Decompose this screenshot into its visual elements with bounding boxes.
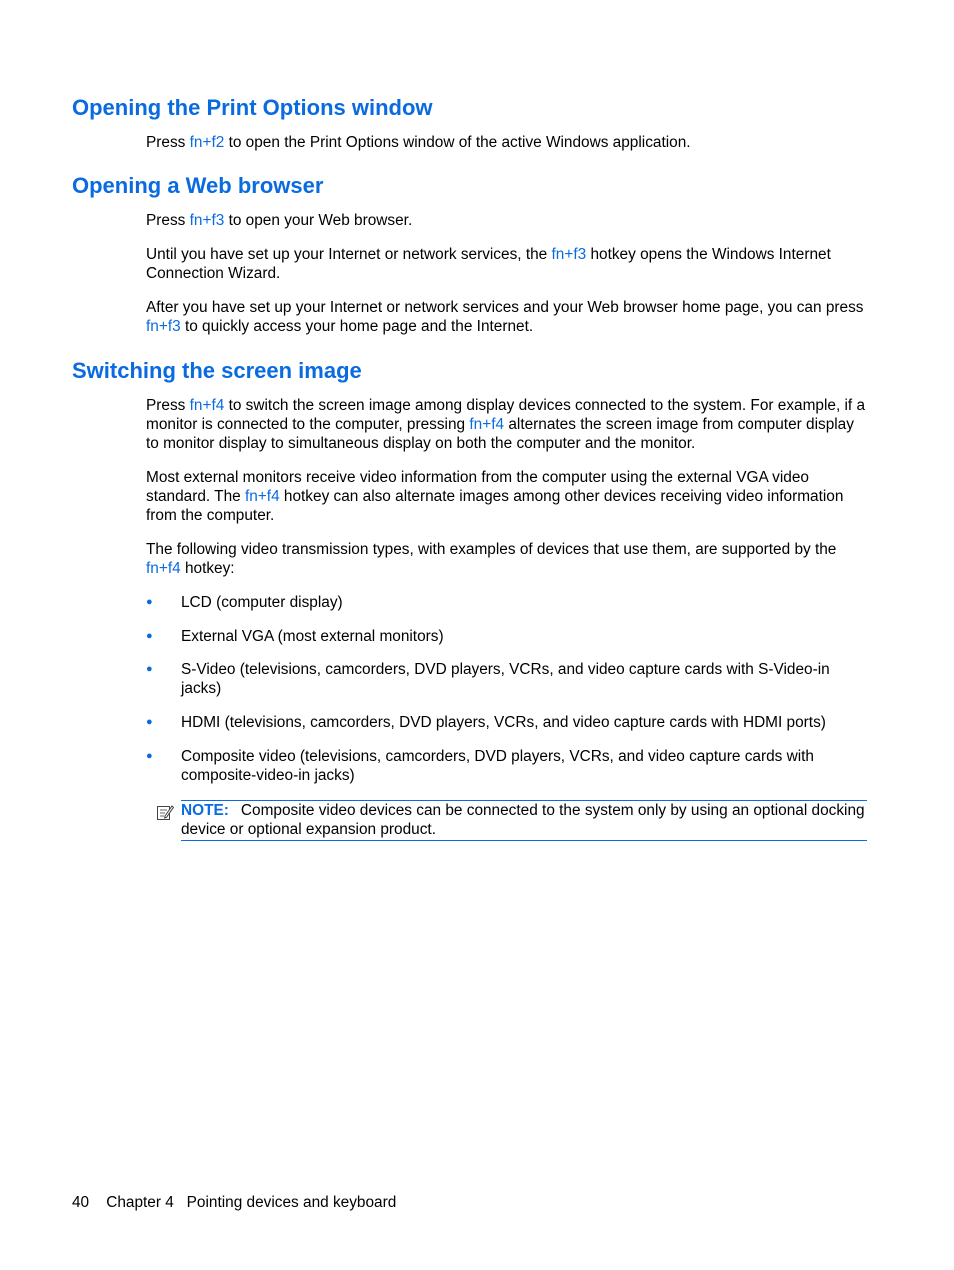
list-item-text: Composite video (televisions, camcorders, DVD players, VCRs, and video capture cards with composite-video-in jacks) xyxy=(181,748,814,784)
page-footer xyxy=(72,1193,396,1212)
page-number: 40 xyxy=(72,1194,90,1211)
paragraph-print-1 xyxy=(146,133,870,152)
text: Press xyxy=(146,212,190,229)
text: Press xyxy=(146,397,190,414)
heading-switching-screen-image: Switching the screen image xyxy=(72,358,362,383)
chapter-label: Chapter 4 xyxy=(106,1194,174,1211)
hotkey-link-fn-f4[interactable]: fn+f4 xyxy=(469,416,505,433)
bullet-icon: ● xyxy=(146,750,153,762)
hotkey-link-fn-f4[interactable]: fn+f4 xyxy=(189,397,225,414)
bullet-icon: ● xyxy=(146,663,153,675)
text: After you have set up your Internet or network services and your Web browser home page, you can press xyxy=(146,299,864,316)
text: hotkey opens the Windows Internet Connection Wizard. xyxy=(146,246,831,282)
text: hotkey can also alternate images among other devices receiving video information from the computer. xyxy=(146,488,844,524)
hotkey-link-fn-f3[interactable]: fn+f3 xyxy=(146,318,181,335)
hotkey-link-fn-f4[interactable]: fn+f4 xyxy=(146,560,181,577)
list-item-text: LCD (computer display) xyxy=(181,594,343,611)
heading-web-browser: Opening a Web browser xyxy=(72,173,324,198)
paragraph-web-2 xyxy=(146,245,870,283)
hotkey-link-fn-f3[interactable]: fn+f3 xyxy=(551,246,587,263)
text: to quickly access your home page and the Internet. xyxy=(180,318,534,335)
text: to open your Web browser. xyxy=(224,212,413,229)
bullet-icon: ● xyxy=(146,630,153,642)
paragraph-screen-3 xyxy=(146,540,870,578)
note-label: NOTE: xyxy=(181,802,229,819)
list-item-text: HDMI (televisions, camcorders, DVD players, VCRs, and video capture cards with HDMI ports) xyxy=(181,714,826,731)
hotkey-link-fn-f4[interactable]: fn+f4 xyxy=(244,488,280,505)
bullet-icon: ● xyxy=(146,716,153,728)
paragraph-screen-2 xyxy=(146,468,870,525)
list-item-text: S-Video (televisions, camcorders, DVD players, VCRs, and video capture cards with S-Video-in jacks) xyxy=(181,661,830,697)
note-text: Composite video devices can be connected to the system only by using an optional docking device or optional expansion product. xyxy=(181,802,865,838)
text: to switch the screen image among display devices connected to the system. For example, if a monitor is connected to the computer, pressing xyxy=(146,397,866,433)
text: Until you have set up your Internet or network services, the xyxy=(146,246,552,263)
chapter-title: Pointing devices and keyboard xyxy=(186,1194,397,1211)
text: Press xyxy=(146,134,190,151)
text: hotkey: xyxy=(180,560,235,577)
note-box xyxy=(181,800,867,841)
list-item-text: External VGA (most external monitors) xyxy=(181,628,444,645)
heading-print-options: Opening the Print Options window xyxy=(72,95,433,120)
bullet-icon: ● xyxy=(146,596,153,608)
note-pencil-icon xyxy=(156,803,174,821)
text: alternates the screen image from computer display to monitor display to simultaneous display on both the computer and the monitor. xyxy=(146,416,854,452)
paragraph-screen-1 xyxy=(146,396,870,453)
paragraph-web-1 xyxy=(146,211,870,230)
hotkey-link-fn-f2[interactable]: fn+f2 xyxy=(189,134,225,151)
text: The following video transmission types, with examples of devices that use them, are supported by the xyxy=(146,541,837,558)
text: Most external monitors receive video information from the computer using the external VGA video standard. The xyxy=(146,469,809,505)
hotkey-link-fn-f3[interactable]: fn+f3 xyxy=(189,212,225,229)
text: to open the Print Options window of the active Windows application. xyxy=(224,134,691,151)
paragraph-web-3 xyxy=(146,298,870,336)
